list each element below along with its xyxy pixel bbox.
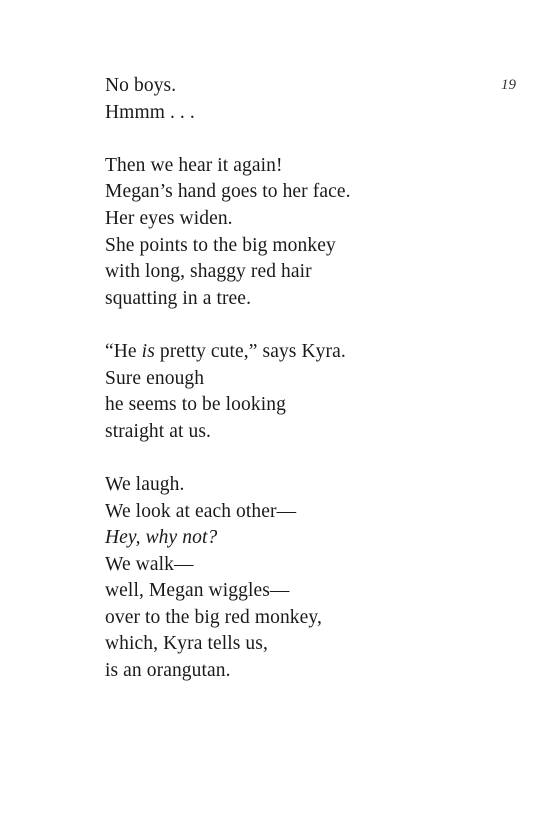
stanza-3 bbox=[105, 339, 351, 445]
page-number: 19 bbox=[501, 77, 516, 93]
emphasis-word: is bbox=[141, 340, 155, 362]
poem-line: squatting in a tree. bbox=[105, 287, 252, 309]
line-segment: “He bbox=[105, 340, 142, 362]
poem-line: Sure enough bbox=[105, 367, 205, 389]
poem-line-italic: Hey, why not? bbox=[105, 527, 218, 549]
poem-line: Hmmm . . . bbox=[105, 101, 195, 123]
poem-line: Then we hear it again! bbox=[105, 154, 283, 176]
poem-line: over to the big red monkey, bbox=[105, 606, 322, 628]
poem-line bbox=[105, 339, 351, 366]
poem-line: No boys. bbox=[105, 75, 177, 96]
poem-line: well, Megan wiggles— bbox=[105, 580, 290, 602]
stanza-4 bbox=[105, 472, 351, 685]
poem-line: She points to the big monkey bbox=[105, 234, 336, 256]
poem-line: We walk— bbox=[105, 553, 194, 575]
poem-line: is an orangutan. bbox=[105, 660, 231, 682]
poem-line: Megan’s hand goes to her face. bbox=[105, 181, 351, 203]
poem-line: which, Kyra tells us, bbox=[105, 633, 268, 655]
poem-line: straight at us. bbox=[105, 420, 212, 442]
poem-line: he seems to be looking bbox=[105, 394, 286, 416]
poem bbox=[105, 73, 351, 711]
stanza-2 bbox=[105, 153, 351, 313]
poem-line: with long, shaggy red hair bbox=[105, 261, 312, 283]
poem-line: We look at each other— bbox=[105, 500, 297, 522]
stanza-1 bbox=[105, 73, 351, 126]
poem-line: Her eyes widen. bbox=[105, 207, 233, 229]
line-segment: pretty cute,” says Kyra. bbox=[154, 340, 346, 362]
poem-line: We laugh. bbox=[105, 473, 185, 495]
